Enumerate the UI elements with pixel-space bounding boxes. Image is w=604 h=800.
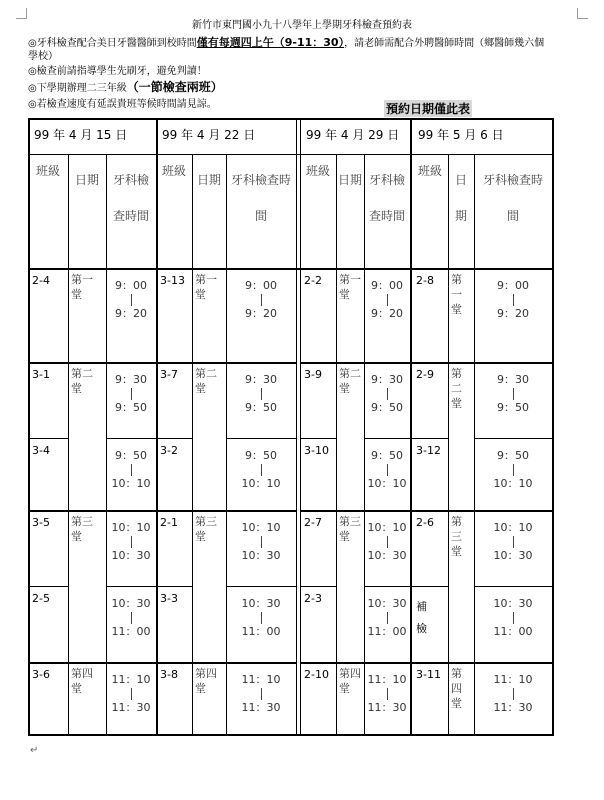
row-divider <box>364 438 410 439</box>
header-class: 班級 <box>305 164 330 178</box>
time-start: 9：30 <box>245 373 277 386</box>
time-cell <box>228 520 294 580</box>
column-divider <box>364 154 365 734</box>
header-period: 日期 <box>196 173 221 187</box>
period-cell: 第四堂 <box>451 667 462 710</box>
time-range-bar <box>131 294 132 306</box>
time-range-bar <box>387 612 388 624</box>
period-divider <box>412 362 552 364</box>
time-range-bar <box>513 388 514 400</box>
time-end: 9：50 <box>497 401 529 414</box>
period-cell: 第四堂 <box>339 667 361 695</box>
period-divider <box>28 662 156 664</box>
time-range-bar <box>261 388 262 400</box>
time-range-bar <box>261 536 262 548</box>
week-date-1: 99 年 4 月 15 日 <box>34 128 128 142</box>
row-divider <box>156 586 192 587</box>
note-next-term <box>28 81 223 95</box>
class-cell: 2-10 <box>304 668 329 681</box>
class-cell: 2-2 <box>304 274 322 287</box>
time-start: 10：30 <box>241 597 281 610</box>
class-cell: 3-12 <box>416 444 441 457</box>
time-range-bar <box>131 464 132 476</box>
time-end: 9：50 <box>371 401 403 414</box>
header-class: 班級 <box>161 164 186 178</box>
note-text: ◎牙科檢查配合美日牙醫醫師到校時間 <box>28 38 197 49</box>
time-range-bar <box>387 294 388 306</box>
period-divider <box>28 362 156 364</box>
time-range-bar <box>387 536 388 548</box>
time-cell <box>476 278 550 338</box>
row-divider <box>28 586 68 587</box>
time-end: 9：20 <box>115 307 147 320</box>
time-end: 11：00 <box>241 625 281 638</box>
period-cell: 第三堂 <box>339 515 361 543</box>
time-end: 9：20 <box>245 307 277 320</box>
class-cell: 3-11 <box>416 668 441 681</box>
time-start: 10：30 <box>111 597 151 610</box>
time-cell <box>366 278 408 338</box>
column-divider <box>336 154 337 734</box>
column-divider <box>448 154 449 734</box>
period-cell: 第三堂 <box>451 515 462 558</box>
time-end: 11：30 <box>493 701 533 714</box>
time-cell <box>108 278 154 338</box>
row-divider <box>474 438 552 439</box>
paragraph-mark: ↵ <box>30 745 39 756</box>
header-class: 班級 <box>417 164 442 178</box>
time-cell <box>476 372 550 432</box>
time-cell <box>228 372 294 432</box>
block-divider <box>410 118 412 736</box>
time-range-bar <box>261 464 262 476</box>
period-divider <box>28 510 156 512</box>
header-check-time: 牙科檢查時間 <box>368 173 405 223</box>
time-cell <box>366 372 408 432</box>
time-range-bar <box>131 388 132 400</box>
time-cell <box>476 520 550 580</box>
time-start: 10：10 <box>493 521 533 534</box>
time-end: 10：10 <box>493 477 533 490</box>
class-cell: 2-1 <box>160 516 178 529</box>
time-start: 10：10 <box>367 521 407 534</box>
row-divider <box>412 586 448 587</box>
time-cell <box>476 672 550 732</box>
time-end: 9：20 <box>497 307 529 320</box>
header-period: 日期 <box>74 173 99 187</box>
row-divider <box>106 438 156 439</box>
class-cell: 3-1 <box>32 368 50 381</box>
period-divider <box>156 662 296 664</box>
time-cell <box>108 672 154 732</box>
note-text: ，請老師需配合外聘醫師時間（鄉醫師幾六個 <box>344 38 545 49</box>
period-cell: 第二堂 <box>195 367 217 395</box>
row-divider <box>106 586 156 587</box>
note-text: ◎下學期辦理二三年級 <box>28 83 127 94</box>
time-range-bar <box>513 294 514 306</box>
schedule-table <box>28 118 554 738</box>
time-end: 9：20 <box>371 307 403 320</box>
row-divider <box>412 438 448 439</box>
week-date-2: 99 年 4 月 22 日 <box>162 128 256 142</box>
row-divider <box>364 586 410 587</box>
document-title: 新竹市東門國小九十八學年上學期牙科檢查預約表 <box>192 20 412 31</box>
time-range-bar <box>513 464 514 476</box>
week-date-3: 99 年 4 月 29 日 <box>306 128 400 142</box>
column-divider <box>226 154 227 734</box>
block-divider <box>300 118 301 736</box>
period-cell: 第三堂 <box>71 515 93 543</box>
time-start: 10：10 <box>241 521 281 534</box>
row-divider <box>226 586 296 587</box>
time-cell <box>476 448 550 508</box>
class-cell: 2-7 <box>304 516 322 529</box>
header-check-time: 牙科檢查時間 <box>482 173 543 223</box>
time-cell <box>108 520 154 580</box>
row-divider <box>226 438 296 439</box>
period-divider <box>300 362 410 364</box>
block-divider <box>296 118 297 736</box>
week-date-4: 99 年 5 月 6 日 <box>418 128 504 142</box>
time-range-bar <box>387 464 388 476</box>
class-cell: 3-3 <box>160 592 178 605</box>
header-class: 班級 <box>35 164 60 178</box>
time-start: 11：10 <box>111 673 151 686</box>
time-end: 11：30 <box>111 701 151 714</box>
time-range-bar <box>387 688 388 700</box>
class-cell: 3-4 <box>32 444 50 457</box>
class-cell: 3-6 <box>32 668 50 681</box>
time-start: 9：50 <box>371 449 403 462</box>
time-end: 11：30 <box>367 701 407 714</box>
note-school <box>28 51 58 63</box>
note-emphasis: （一節檢查兩班） <box>126 80 223 94</box>
time-end: 10：30 <box>111 549 151 562</box>
time-start: 11：10 <box>367 673 407 686</box>
time-cell <box>228 278 294 338</box>
class-cell: 2-4 <box>32 274 50 287</box>
time-start: 9：00 <box>245 279 277 292</box>
time-end: 11：30 <box>241 701 281 714</box>
time-range-bar <box>261 612 262 624</box>
column-divider <box>474 154 475 734</box>
column-divider <box>106 154 107 734</box>
note-brush <box>28 66 207 78</box>
note-text: 學校） <box>28 51 58 62</box>
time-cell <box>366 448 408 508</box>
time-start: 10：10 <box>111 521 151 534</box>
header-check-time: 牙科檢查時間 <box>230 173 291 223</box>
time-cell <box>228 672 294 732</box>
class-cell: 2-5 <box>32 592 50 605</box>
time-cell <box>108 596 154 656</box>
time-range-bar <box>261 294 262 306</box>
time-range-bar <box>513 688 514 700</box>
time-range-bar <box>513 536 514 548</box>
table-border-bottom <box>28 734 554 736</box>
time-cell <box>108 372 154 432</box>
class-cell: 3-2 <box>160 444 178 457</box>
class-cell: 3-9 <box>304 368 322 381</box>
period-cell: 第三堂 <box>195 515 217 543</box>
reservation-highlight: 預約日期僅此表 <box>386 102 471 116</box>
note-doctor-time <box>28 37 544 50</box>
row-divider <box>28 438 68 439</box>
period-cell: 第二堂 <box>451 367 462 410</box>
period-divider <box>412 510 552 512</box>
time-cell <box>476 596 550 656</box>
column-divider <box>68 154 69 734</box>
header-period: 日期 <box>338 173 363 187</box>
class-cell: 2-8 <box>416 274 434 287</box>
time-start: 11：10 <box>241 673 281 686</box>
time-end: 9：50 <box>245 401 277 414</box>
class-cell: 3-13 <box>160 274 185 287</box>
time-range-bar <box>513 612 514 624</box>
class-cell: 2-9 <box>416 368 434 381</box>
time-end: 11：00 <box>111 625 151 638</box>
table-border-top <box>28 118 554 120</box>
time-cell <box>366 520 408 580</box>
period-divider <box>300 662 410 664</box>
column-divider <box>192 154 193 734</box>
class-cell: 2-3 <box>304 592 322 605</box>
time-end: 10：30 <box>493 549 533 562</box>
period-divider <box>300 510 410 512</box>
class-cell: 3-7 <box>160 368 178 381</box>
period-cell: 第一堂 <box>451 273 462 316</box>
time-cell <box>228 596 294 656</box>
header-period: 日期 <box>454 173 467 223</box>
period-cell: 第一堂 <box>339 273 361 301</box>
class-cell: 3-8 <box>160 668 178 681</box>
time-start: 10：30 <box>367 597 407 610</box>
time-start: 9：50 <box>115 449 147 462</box>
time-start: 9：50 <box>497 449 529 462</box>
note-text: ◎若檢查速度有延誤貴班等候時間請見諒。 <box>28 99 217 110</box>
note-text: ◎檢查前請指導學生先刷牙，避免判讀！ <box>28 66 207 77</box>
time-start: 9：30 <box>371 373 403 386</box>
time-end: 10：10 <box>111 477 151 490</box>
time-end: 11：00 <box>367 625 407 638</box>
row-divider <box>156 438 192 439</box>
class-cell: 2-6 <box>416 516 434 529</box>
period-cell: 第二堂 <box>339 367 361 395</box>
time-range-bar <box>387 388 388 400</box>
time-range-bar <box>131 688 132 700</box>
period-divider <box>412 662 552 664</box>
row-divider <box>300 586 336 587</box>
period-divider <box>156 362 296 364</box>
period-cell: 第二堂 <box>71 367 93 395</box>
time-cell <box>108 448 154 508</box>
time-start: 9：50 <box>245 449 277 462</box>
time-range-bar <box>261 688 262 700</box>
time-end: 10：30 <box>241 549 281 562</box>
time-start: 9：00 <box>371 279 403 292</box>
time-cell <box>228 448 294 508</box>
row-divider <box>474 586 552 587</box>
time-start: 9：00 <box>115 279 147 292</box>
note-apology <box>28 99 217 111</box>
time-start: 9：30 <box>497 373 529 386</box>
time-start: 9：30 <box>115 373 147 386</box>
time-start: 9：00 <box>497 279 529 292</box>
period-divider <box>156 510 296 512</box>
time-start: 10：30 <box>493 597 533 610</box>
header-check-time: 牙科檢查時間 <box>112 173 149 223</box>
class-cell: 3-10 <box>304 444 329 457</box>
class-cell: 3-5 <box>32 516 50 529</box>
time-range-bar <box>131 536 132 548</box>
time-cell <box>366 672 408 732</box>
time-cell <box>366 596 408 656</box>
period-cell: 第四堂 <box>195 667 217 695</box>
period-cell: 第四堂 <box>71 667 93 695</box>
time-end: 11：00 <box>493 625 533 638</box>
period-cell: 第一堂 <box>195 273 217 301</box>
table-border-right <box>552 118 554 736</box>
time-range-bar <box>131 612 132 624</box>
time-end: 10：10 <box>367 477 407 490</box>
time-end: 9：50 <box>115 401 147 414</box>
row-divider <box>300 438 336 439</box>
time-end: 10：30 <box>367 549 407 562</box>
note-emphasis: 僅有每週四上午（9-11：30） <box>196 36 345 49</box>
class-cell: 補檢 <box>416 600 427 635</box>
time-end: 10：10 <box>241 477 281 490</box>
period-cell: 第一堂 <box>71 273 93 301</box>
time-start: 11：10 <box>493 673 533 686</box>
